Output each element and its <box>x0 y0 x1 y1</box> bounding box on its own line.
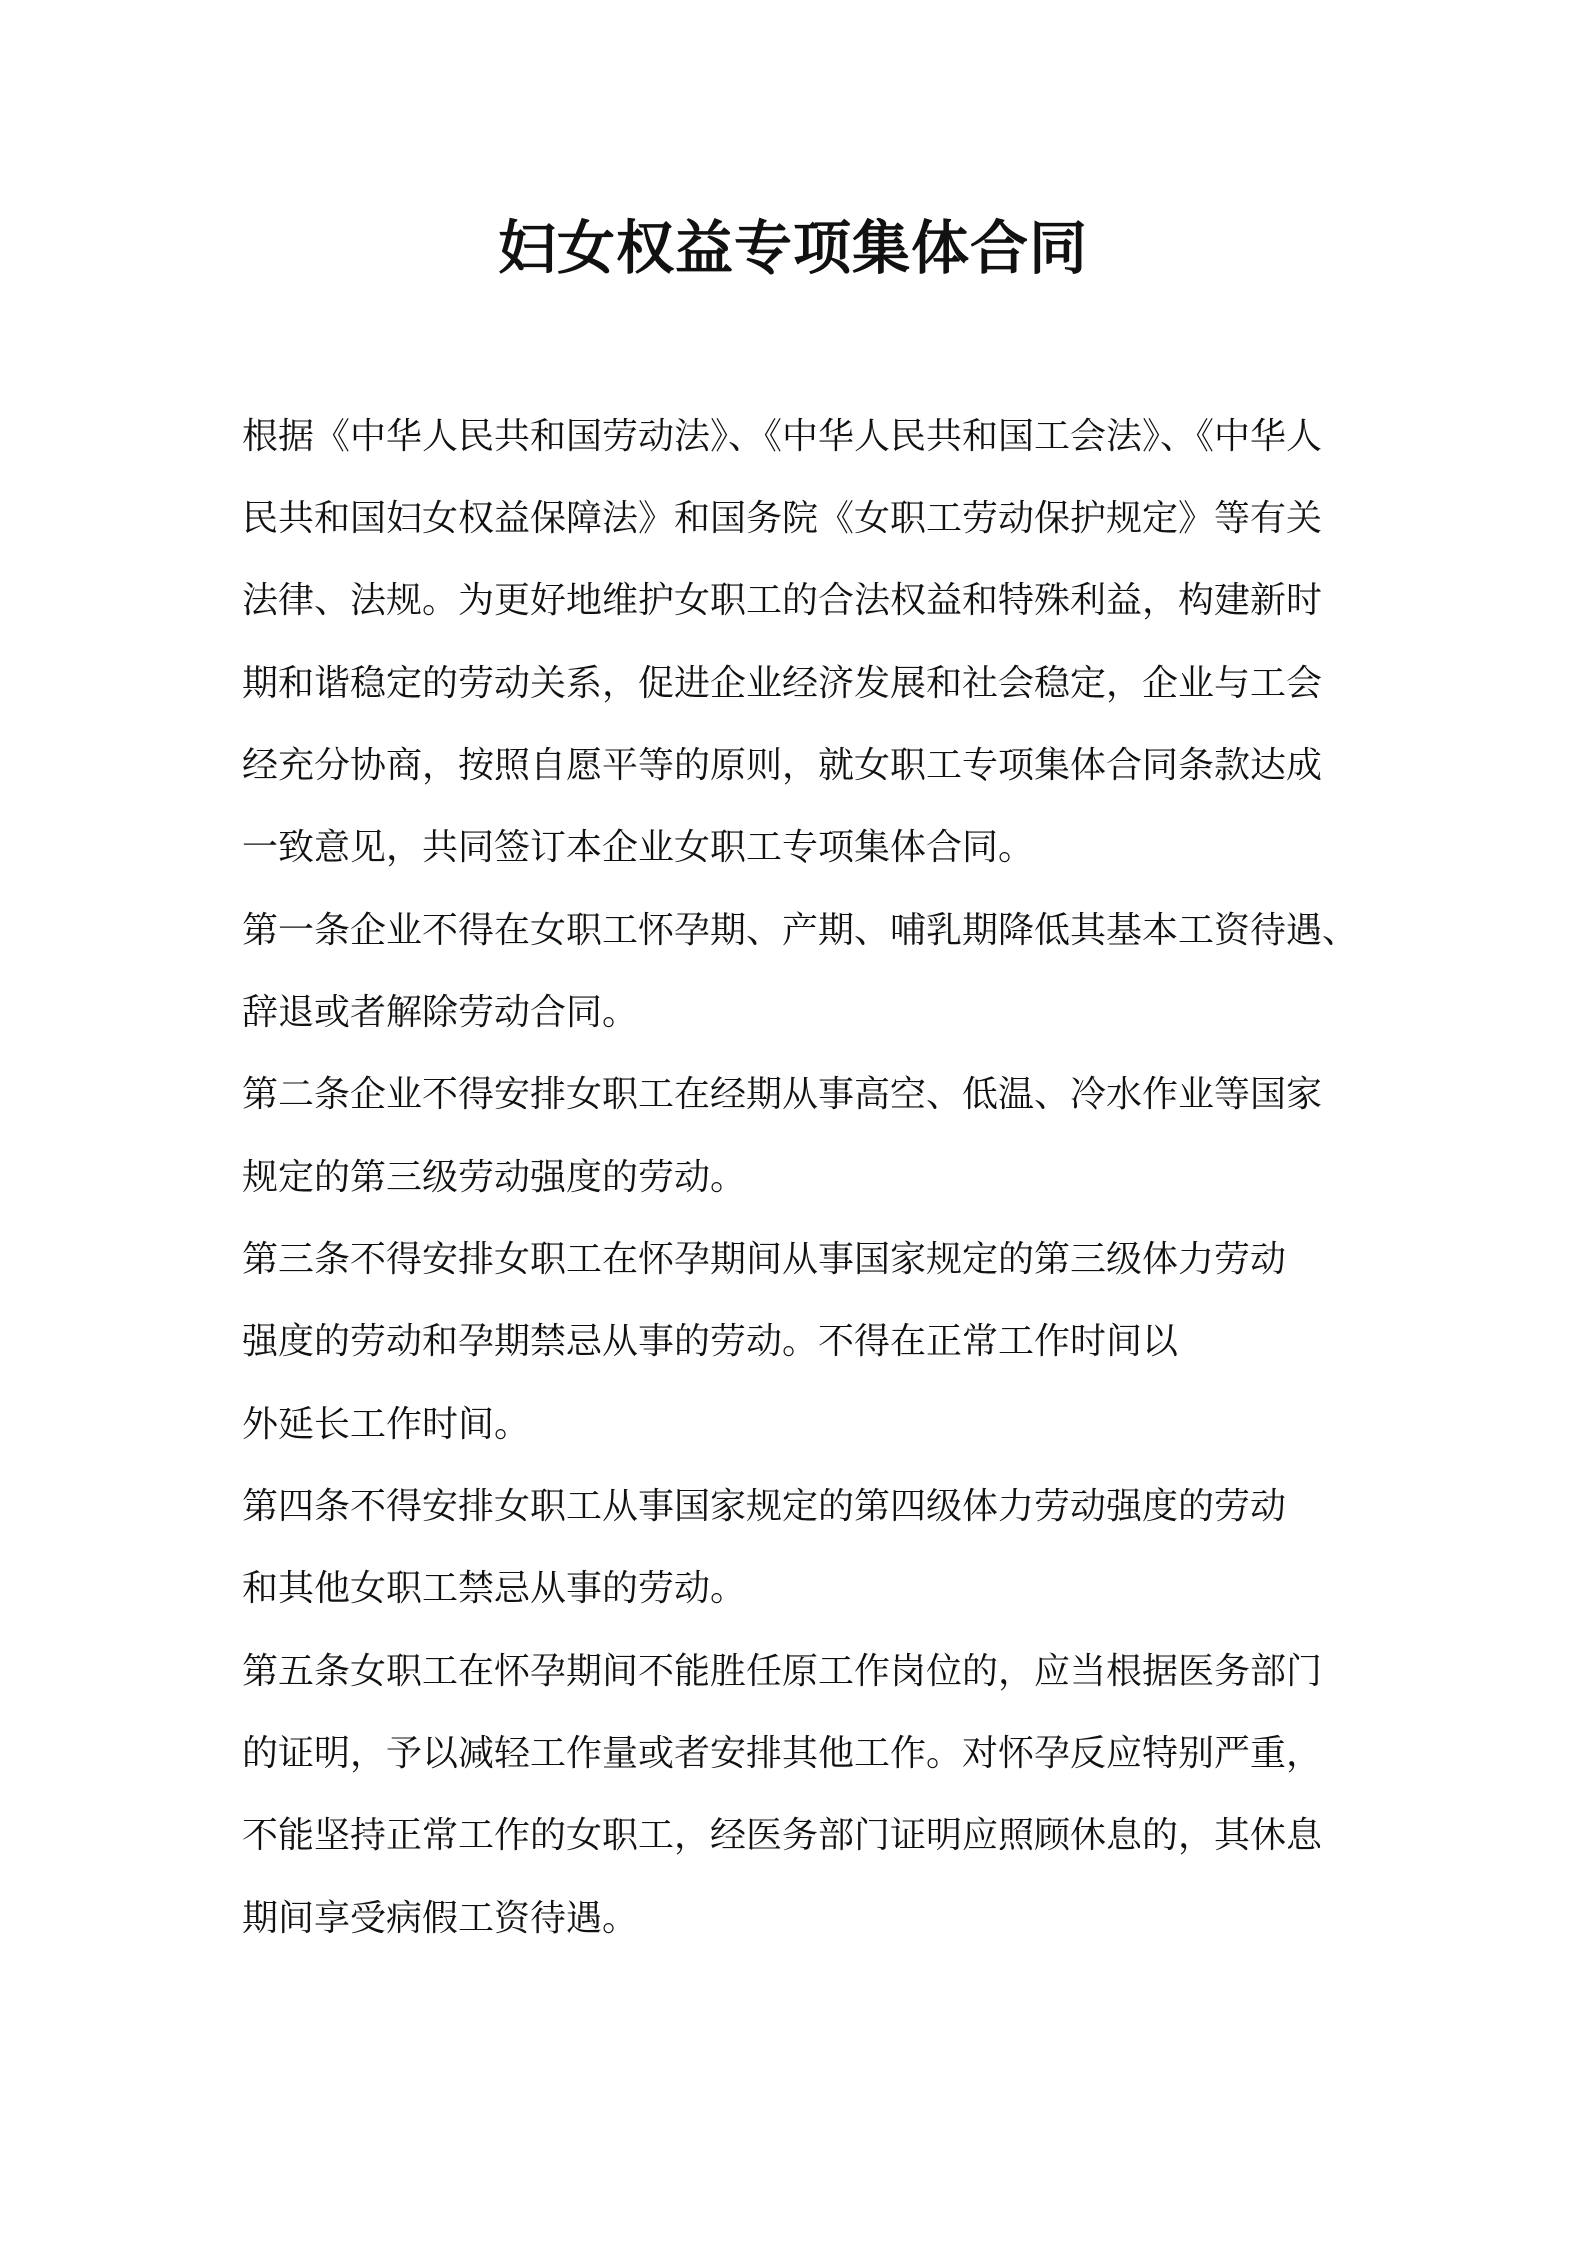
body-line: 规定的第三级劳动强度的劳动。 <box>242 1157 747 1198</box>
body-line: 第五条女职工在怀孕期间不能胜任原工作岗位的，应当根据医务部门 <box>242 1651 1323 1692</box>
body-line: 强度的劳动和孕期禁忌从事的劳动。不得在正常工作时间以 <box>242 1321 1179 1362</box>
body-line: 不能坚持正常工作的女职工，经医务部门证明应照顾休息的，其休息 <box>242 1815 1323 1856</box>
body-line: 期间享受病假工资待遇。 <box>242 1898 639 1939</box>
body-line: 法律、法规。为更好地维护女职工的合法权益和特殊利益，构建新时 <box>242 580 1323 621</box>
body-line: 和其他女职工禁忌从事的劳动。 <box>242 1568 747 1609</box>
body-line: 期和谐稳定的劳动关系，促进企业经济发展和社会稳定，企业与工会 <box>242 663 1323 704</box>
body-line: 辞退或者解除劳动合同。 <box>242 992 639 1033</box>
body-line: 一致意见，共同签订本企业女职工专项集体合同。 <box>242 827 1035 868</box>
body-line: 外延长工作时间。 <box>242 1404 531 1445</box>
document-title: 妇女权益专项集体合同 <box>497 214 1088 282</box>
body-line: 第二条企业不得安排女职工在经期从事高空、低温、冷水作业等国家 <box>242 1074 1323 1115</box>
body-line: 民共和国妇女权益保障法》和国务院《女职工劳动保护规定》等有关 <box>242 498 1323 539</box>
body-line: 经充分协商，按照自愿平等的原则，就女职工专项集体合同条款达成 <box>242 745 1323 786</box>
body-line: 的证明，予以减轻工作量或者安排其他工作。对怀孕反应特别严重， <box>242 1733 1323 1774</box>
body-line: 第三条不得安排女职工在怀孕期间从事国家规定的第三级体力劳动 <box>242 1239 1287 1280</box>
body-line: 根据《中华人民共和国劳动法》、《中华人民共和国工会法》、《中华人 <box>242 416 1323 457</box>
body-line: 第四条不得安排女职工从事国家规定的第四级体力劳动强度的劳动 <box>242 1486 1287 1527</box>
body-line: 第一条企业不得在女职工怀孕期、产期、哺乳期降低其基本工资待遇、 <box>242 910 1359 951</box>
